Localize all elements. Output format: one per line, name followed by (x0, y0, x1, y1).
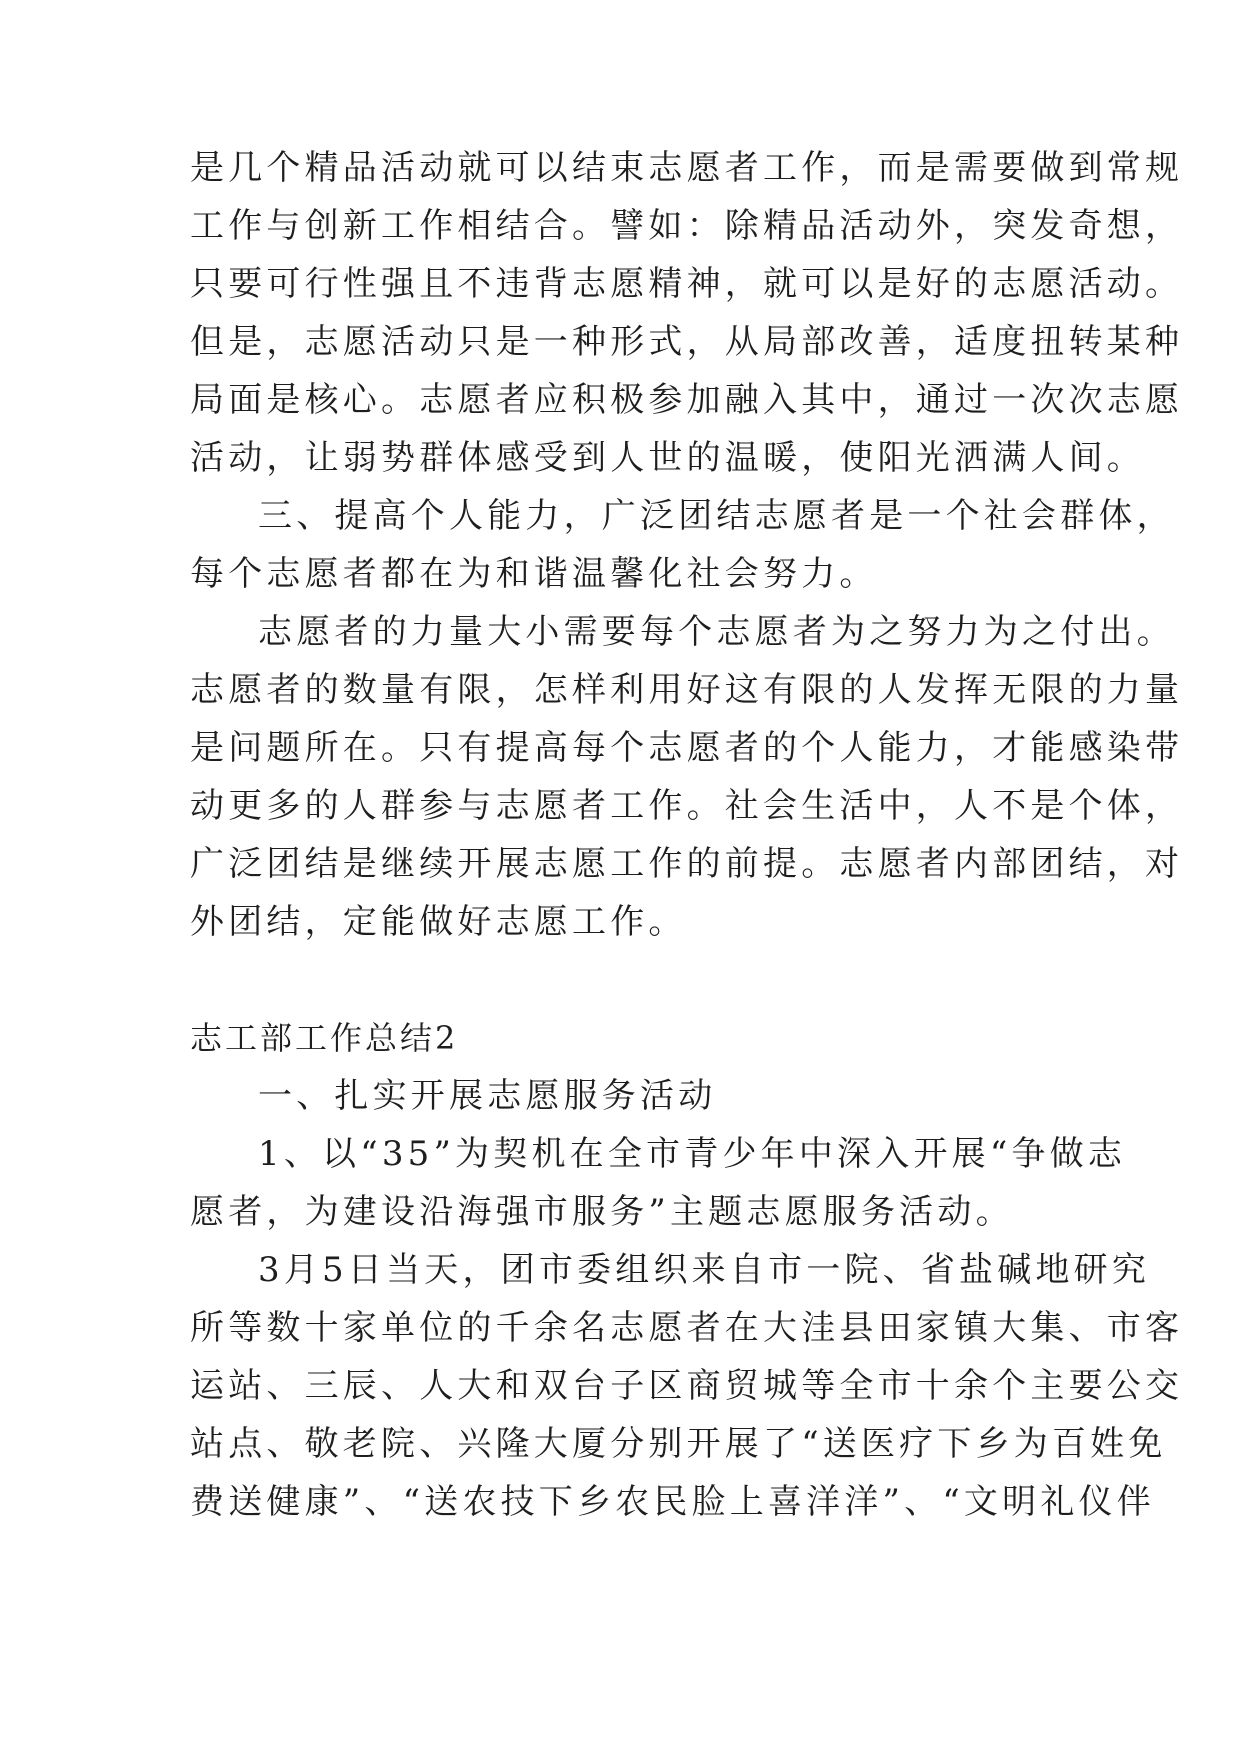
paragraph-line: 运站、三辰、人大和双台子区商贸城等全市十余个主要公交 (190, 1366, 1184, 1406)
paragraph-line: 1、以“35”为契机在全市青少年中深入开展“争做志 (258, 1134, 1127, 1174)
paragraph-line: 站点、敬老院、兴隆大厦分别开展了“送医疗下乡为百姓免 (190, 1424, 1167, 1464)
paragraph-line: 是几个精品活动就可以结束志愿者工作，而是需要做到常规 (190, 148, 1184, 188)
paragraph-line: 局面是核心。志愿者应积极参加融入其中，通过一次次志愿 (190, 380, 1184, 420)
paragraph-line: 外团结，定能做好志愿工作。 (190, 902, 687, 942)
paragraph-line: 每个志愿者都在为和谐温馨化社会努力。 (190, 554, 878, 594)
paragraph-line: 但是，志愿活动只是一种形式，从局部改善，适度扭转某种 (190, 322, 1184, 362)
paragraph-line: 是问题所在。只有提高每个志愿者的个人能力，才能感染带 (190, 728, 1184, 768)
paragraph-line: 费送健康”、“送农技下乡农民脸上喜洋洋”、“文明礼仪伴 (190, 1482, 1155, 1522)
paragraph-line: 志愿者的数量有限，怎样利用好这有限的人发挥无限的力量 (190, 670, 1184, 710)
paragraph-line: 动更多的人群参与志愿者工作。社会生活中，人不是个体， (190, 786, 1184, 826)
paragraph-line: 广泛团结是继续开展志愿工作的前提。志愿者内部团结，对 (190, 844, 1184, 884)
paragraph-line: 活动，让弱势群体感受到人世的温暖，使阳光洒满人间。 (190, 438, 1145, 478)
section-heading-line: 一、扎实开展志愿服务活动 (258, 1076, 717, 1116)
paragraph-line: 工作与创新工作相结合。譬如：除精品活动外，突发奇想， (190, 206, 1184, 246)
paragraph-line: 愿者，为建设沿海强市服务”主题志愿服务活动。 (190, 1192, 1014, 1232)
document-section-title: 志工部工作总结2 (190, 1019, 459, 1057)
section-heading-line: 三、提高个人能力，广泛团结志愿者是一个社会群体， (258, 496, 1175, 536)
paragraph-line: 只要可行性强且不违背志愿精神，就可以是好的志愿活动。 (190, 264, 1184, 304)
paragraph-line: 3月5日当天，团市委组织来自市一院、省盐碱地研究 (258, 1250, 1151, 1290)
paragraph-line: 所等数十家单位的千余名志愿者在大洼县田家镇大集、市客 (190, 1308, 1184, 1348)
paragraph-line: 志愿者的力量大小需要每个志愿者为之努力为之付出。 (258, 612, 1175, 652)
